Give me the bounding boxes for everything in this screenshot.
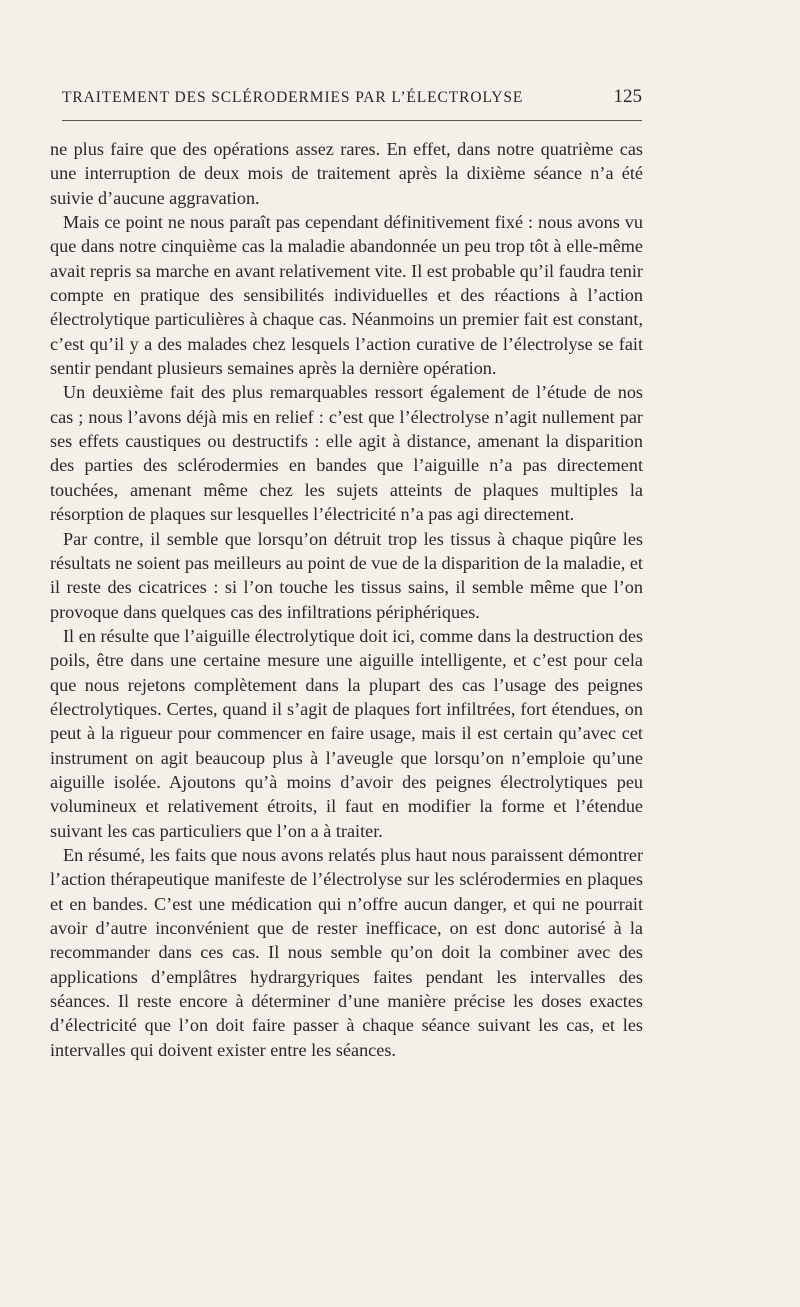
paragraph: Par contre, il semble que lorsqu’on détruit trop les tissus à chaque piqûre les résultats ne soient pas meilleurs au point de vue de la disparition de la maladie, et il reste des cicatrices : si l’on touche les tissus sains, il semble même que l’on provoque dans quelques cas des infiltrations périphériques.: [50, 528, 643, 622]
paragraph: Mais ce point ne nous paraît pas cependant définitivement fixé : nous avons vu que dans notre cinquième cas la maladie abandonnée un peu trop tôt à elle-même avait repris sa marche en avant relativement vite. Il est probable qu’il faudra tenir compte en pratique des sensibilités individuelles et des réactions à l’action électrolytique particulières à chaque cas. Néanmoins un premier fait est constant, c’est qu’il y a des malades chez lesquels l’action curative de l’électrolyse se fait sentir pendant plusieurs semaines après la dernière opération.: [50, 212, 643, 379]
paragraph: Il en résulte que l’aiguille électrolytique doit ici, comme dans la destruction des poils, être dans une certaine mesure une aiguille intelligente, et c’est pour cela que nous rejetons complètement dans la plupart des cas l’usage des peignes électrolytiques. Certes, quand il s’agit de plaques fort infiltrées, fort étendues, on peut à la rigueur pour commencer en faire usage, mais il est certain qu’avec cet instrument on agit beaucoup plus à l’aveugle que lorsqu’on n’emploie qu’une aiguille isolée. Ajoutons qu’à moins d’avoir des peignes électrolytiques peu volumineux et relativement étroits, il faut en modifier la forme et l’étendue suivant les cas particuliers que l’on a à traiter.: [50, 625, 643, 841]
paragraph: ne plus faire que des opérations assez rares. En effet, dans notre quatrième cas une interruption de deux mois de traitement après la dixième séance n’a été suivie d’aucune aggravation.: [50, 139, 643, 208]
running-header: [62, 86, 642, 110]
body-text: [50, 137, 643, 1062]
page-number: 125: [613, 86, 642, 107]
paragraph: Un deuxième fait des plus remarquables ressort également de l’étude de nos cas ; nous l’avons déjà mis en relief : c’est que l’électrolyse n’agit nullement par ses effets caustiques ou destructifs : elle agit à distance, amenant la disparition des parties des sclérodermies en bandes que l’aiguille n’a pas directement touchées, amenant même chez les sujets atteints de plaques multiples la résorption de plaques sur lesquelles l’électricité n’a pas agi directement.: [50, 382, 643, 525]
paragraph: En résumé, les faits que nous avons relatés plus haut nous paraissent démontrer l’action thérapeutique manifeste de l’électrolyse sur les sclérodermies en plaques et en bandes. C’est une médication qui n’offre aucun danger, et qui ne pourrait avoir d’autre inconvénient que de rester inefficace, on est donc autorisé à la recommander dans ces cas. Il nous semble qu’on doit la combiner avec des applications d’emplâtres hydrargyriques faites pendant les intervalles des séances. Il reste encore à déterminer d’une manière précise les doses exactes d’électricité que l’on doit faire passer à chaque séance suivant les cas, et les intervalles qui doivent exister entre les séances.: [50, 844, 643, 1060]
running-title: TRAITEMENT DES SCLÉRODERMIES PAR L’ÉLECTROLYSE: [62, 89, 524, 106]
header-rule: [62, 120, 642, 121]
